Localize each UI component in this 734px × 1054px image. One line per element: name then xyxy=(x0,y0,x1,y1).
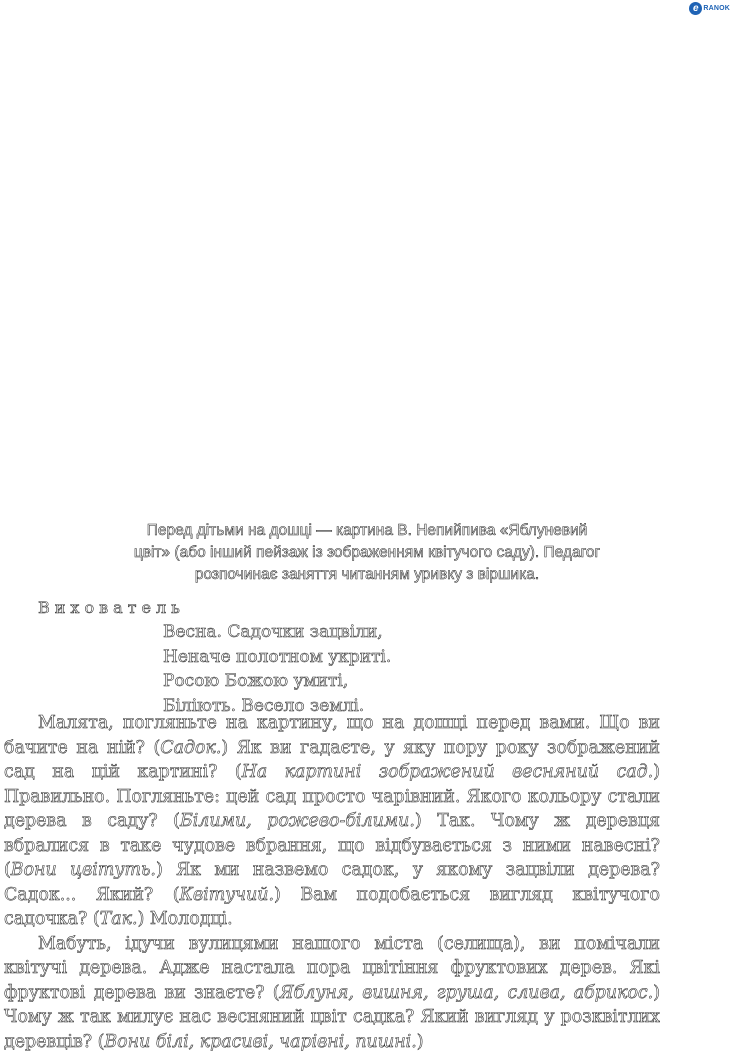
poem-line: Весна. Садочки зацвіли, xyxy=(163,620,391,645)
stage-direction-line: цвіт» (або інший пейзаж із зображенням квітучого саду). Педагог xyxy=(60,542,674,564)
children-answer: Вони білі, красиві, чарівні, пишні. xyxy=(104,1032,416,1052)
children-answer: Білими, рожево-білими. xyxy=(180,811,415,831)
poem-line: Неначе полотном укриті. xyxy=(163,645,391,670)
teacher-speech: Мабуть, ідучи вулицями нашого міста (селища), ви помічали квітучі дерева. Адже настала пора цвітіння фруктових дерев. Які фруктові дерева ви знаєте? ( xyxy=(4,934,660,1003)
teacher-speech: ) Як ви гадаєте, у яку пору року зображений сад на цій картині? ( xyxy=(4,738,660,783)
children-answer: Так. xyxy=(100,909,138,929)
stage-direction-line: Перед дітьми на дошці — картина В. Непийпива «Яблуневий xyxy=(60,520,674,542)
paragraph xyxy=(4,711,660,932)
teacher-speech: ) Так. Чому ж деревця вбралися в таке чудове вбрання, що відбувається з ними навесні? ( xyxy=(4,811,660,880)
teacher-speech: ) Молодці. xyxy=(138,909,233,929)
children-answer: На картині зображений весняний сад. xyxy=(242,762,654,782)
teacher-speech: ) Як ми назвемо садок, у якому зацвіли дерева? Садок... Який? ( xyxy=(4,860,660,905)
stage-direction xyxy=(60,520,674,586)
poem-line: Росою Божою умиті, xyxy=(163,669,391,694)
children-answer: Квітучий. xyxy=(180,885,274,905)
teacher-speech: Малята, погляньте на картину, що на дошці перед вами. Що ви бачите на ній? ( xyxy=(4,713,660,758)
poem xyxy=(163,620,391,718)
stage-direction-line: розпочинає заняття читанням уривку з віршика. xyxy=(60,564,674,586)
teacher-speech: ) Вам подобається вигляд квітучого садочка? ( xyxy=(4,885,660,930)
children-answer: Яблуня, вишня, груша, слива, абрикос. xyxy=(280,983,654,1003)
speaker-label: Вихователь xyxy=(38,597,185,619)
teacher-speech: ) Правильно. Погляньте: цей сад просто чарівний. Якого кольору стали дерева в саду? ( xyxy=(4,762,660,831)
teacher-speech: ) xyxy=(417,1032,424,1052)
paragraph xyxy=(4,932,660,1054)
logo-e-icon: e xyxy=(689,2,702,15)
teacher-speech: ) Чому ж так милує нас весняний цвіт садка? Який вигляд у розквітлих деревців? ( xyxy=(4,983,660,1052)
body-text xyxy=(4,711,660,1054)
children-answer: Садок. xyxy=(160,738,221,758)
children-answer: Вони цвітуть. xyxy=(11,860,156,880)
publisher-logo xyxy=(689,1,730,15)
poem-line: Біліють. Весело землі. xyxy=(163,694,391,719)
logo-text: RANOK xyxy=(703,5,730,12)
